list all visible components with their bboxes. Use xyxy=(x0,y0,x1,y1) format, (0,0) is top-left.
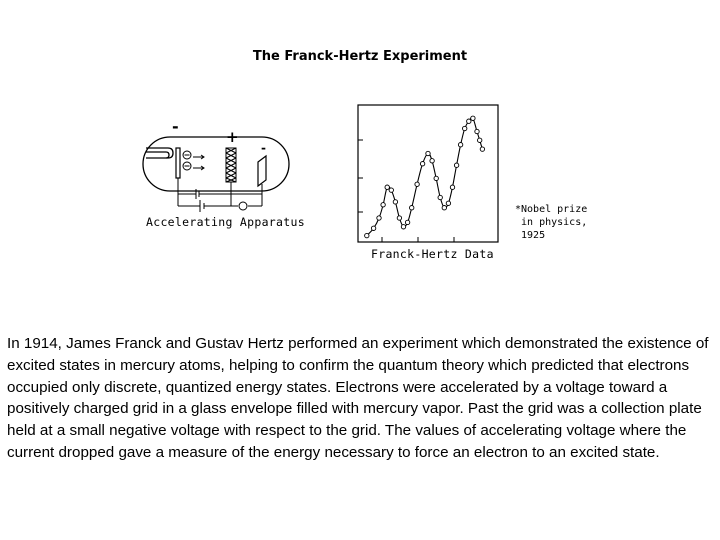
plate-minus-label: - xyxy=(261,141,266,155)
data-point-21 xyxy=(458,143,462,147)
apparatus-caption: Accelerating Apparatus xyxy=(146,215,305,229)
data-point-23 xyxy=(467,119,471,123)
data-point-8 xyxy=(401,225,405,229)
glass-envelope xyxy=(143,137,289,191)
data-point-3 xyxy=(381,203,385,207)
data-point-9 xyxy=(405,220,409,224)
data-point-26 xyxy=(478,138,482,142)
data-point-18 xyxy=(446,201,450,205)
data-point-5 xyxy=(389,188,393,192)
data-point-24 xyxy=(471,116,475,120)
minus-sign-label: - xyxy=(172,117,179,136)
data-points xyxy=(365,116,485,238)
data-point-1 xyxy=(371,226,375,230)
grid-electrode xyxy=(226,148,236,182)
data-point-13 xyxy=(426,151,430,155)
nobel-note: *Nobel prize in physics, 1925 xyxy=(515,204,588,241)
data-point-14 xyxy=(430,159,434,163)
filament-icon xyxy=(146,148,173,158)
data-point-10 xyxy=(410,206,414,210)
data-point-4 xyxy=(385,185,389,189)
data-plot-caption: Franck-Hertz Data xyxy=(371,247,494,261)
data-point-19 xyxy=(450,185,454,189)
data-point-16 xyxy=(438,195,442,199)
data-point-22 xyxy=(463,126,467,130)
cathode-plate xyxy=(176,148,180,178)
data-point-15 xyxy=(434,176,438,180)
description-paragraph: In 1914, James Franck and Gustav Hertz performed an experiment which demonstrated the existence of excited states in mercury atoms, helping to confirm the quantum theory which predicted that electrons occupied only discrete, quantized energy states. Electrons were accelerated by a voltage toward a positively charged grid in a glass envelope filled with mercury vapor. Past the grid was a collection plate held at a small negative voltage with respect to the grid. The values of accelerating voltage where the current dropped gave a measure of the energy necessary to force an electron to an excited state. xyxy=(7,335,709,461)
data-point-20 xyxy=(454,163,458,167)
data-point-0 xyxy=(365,233,369,237)
data-point-27 xyxy=(480,147,484,151)
plus-sign-label: + xyxy=(226,128,239,146)
circuit-wiring xyxy=(178,178,262,212)
data-point-12 xyxy=(420,162,424,166)
collection-plate xyxy=(258,156,266,186)
data-series-line xyxy=(367,118,483,236)
data-point-6 xyxy=(393,200,397,204)
data-point-11 xyxy=(415,182,419,186)
data-point-7 xyxy=(397,216,401,220)
data-point-25 xyxy=(475,129,479,133)
plot-frame xyxy=(358,105,498,242)
page-title: The Franck-Hertz Experiment xyxy=(252,49,468,64)
data-point-2 xyxy=(377,216,381,220)
data-point-17 xyxy=(442,206,446,210)
electron-icons xyxy=(183,151,204,170)
